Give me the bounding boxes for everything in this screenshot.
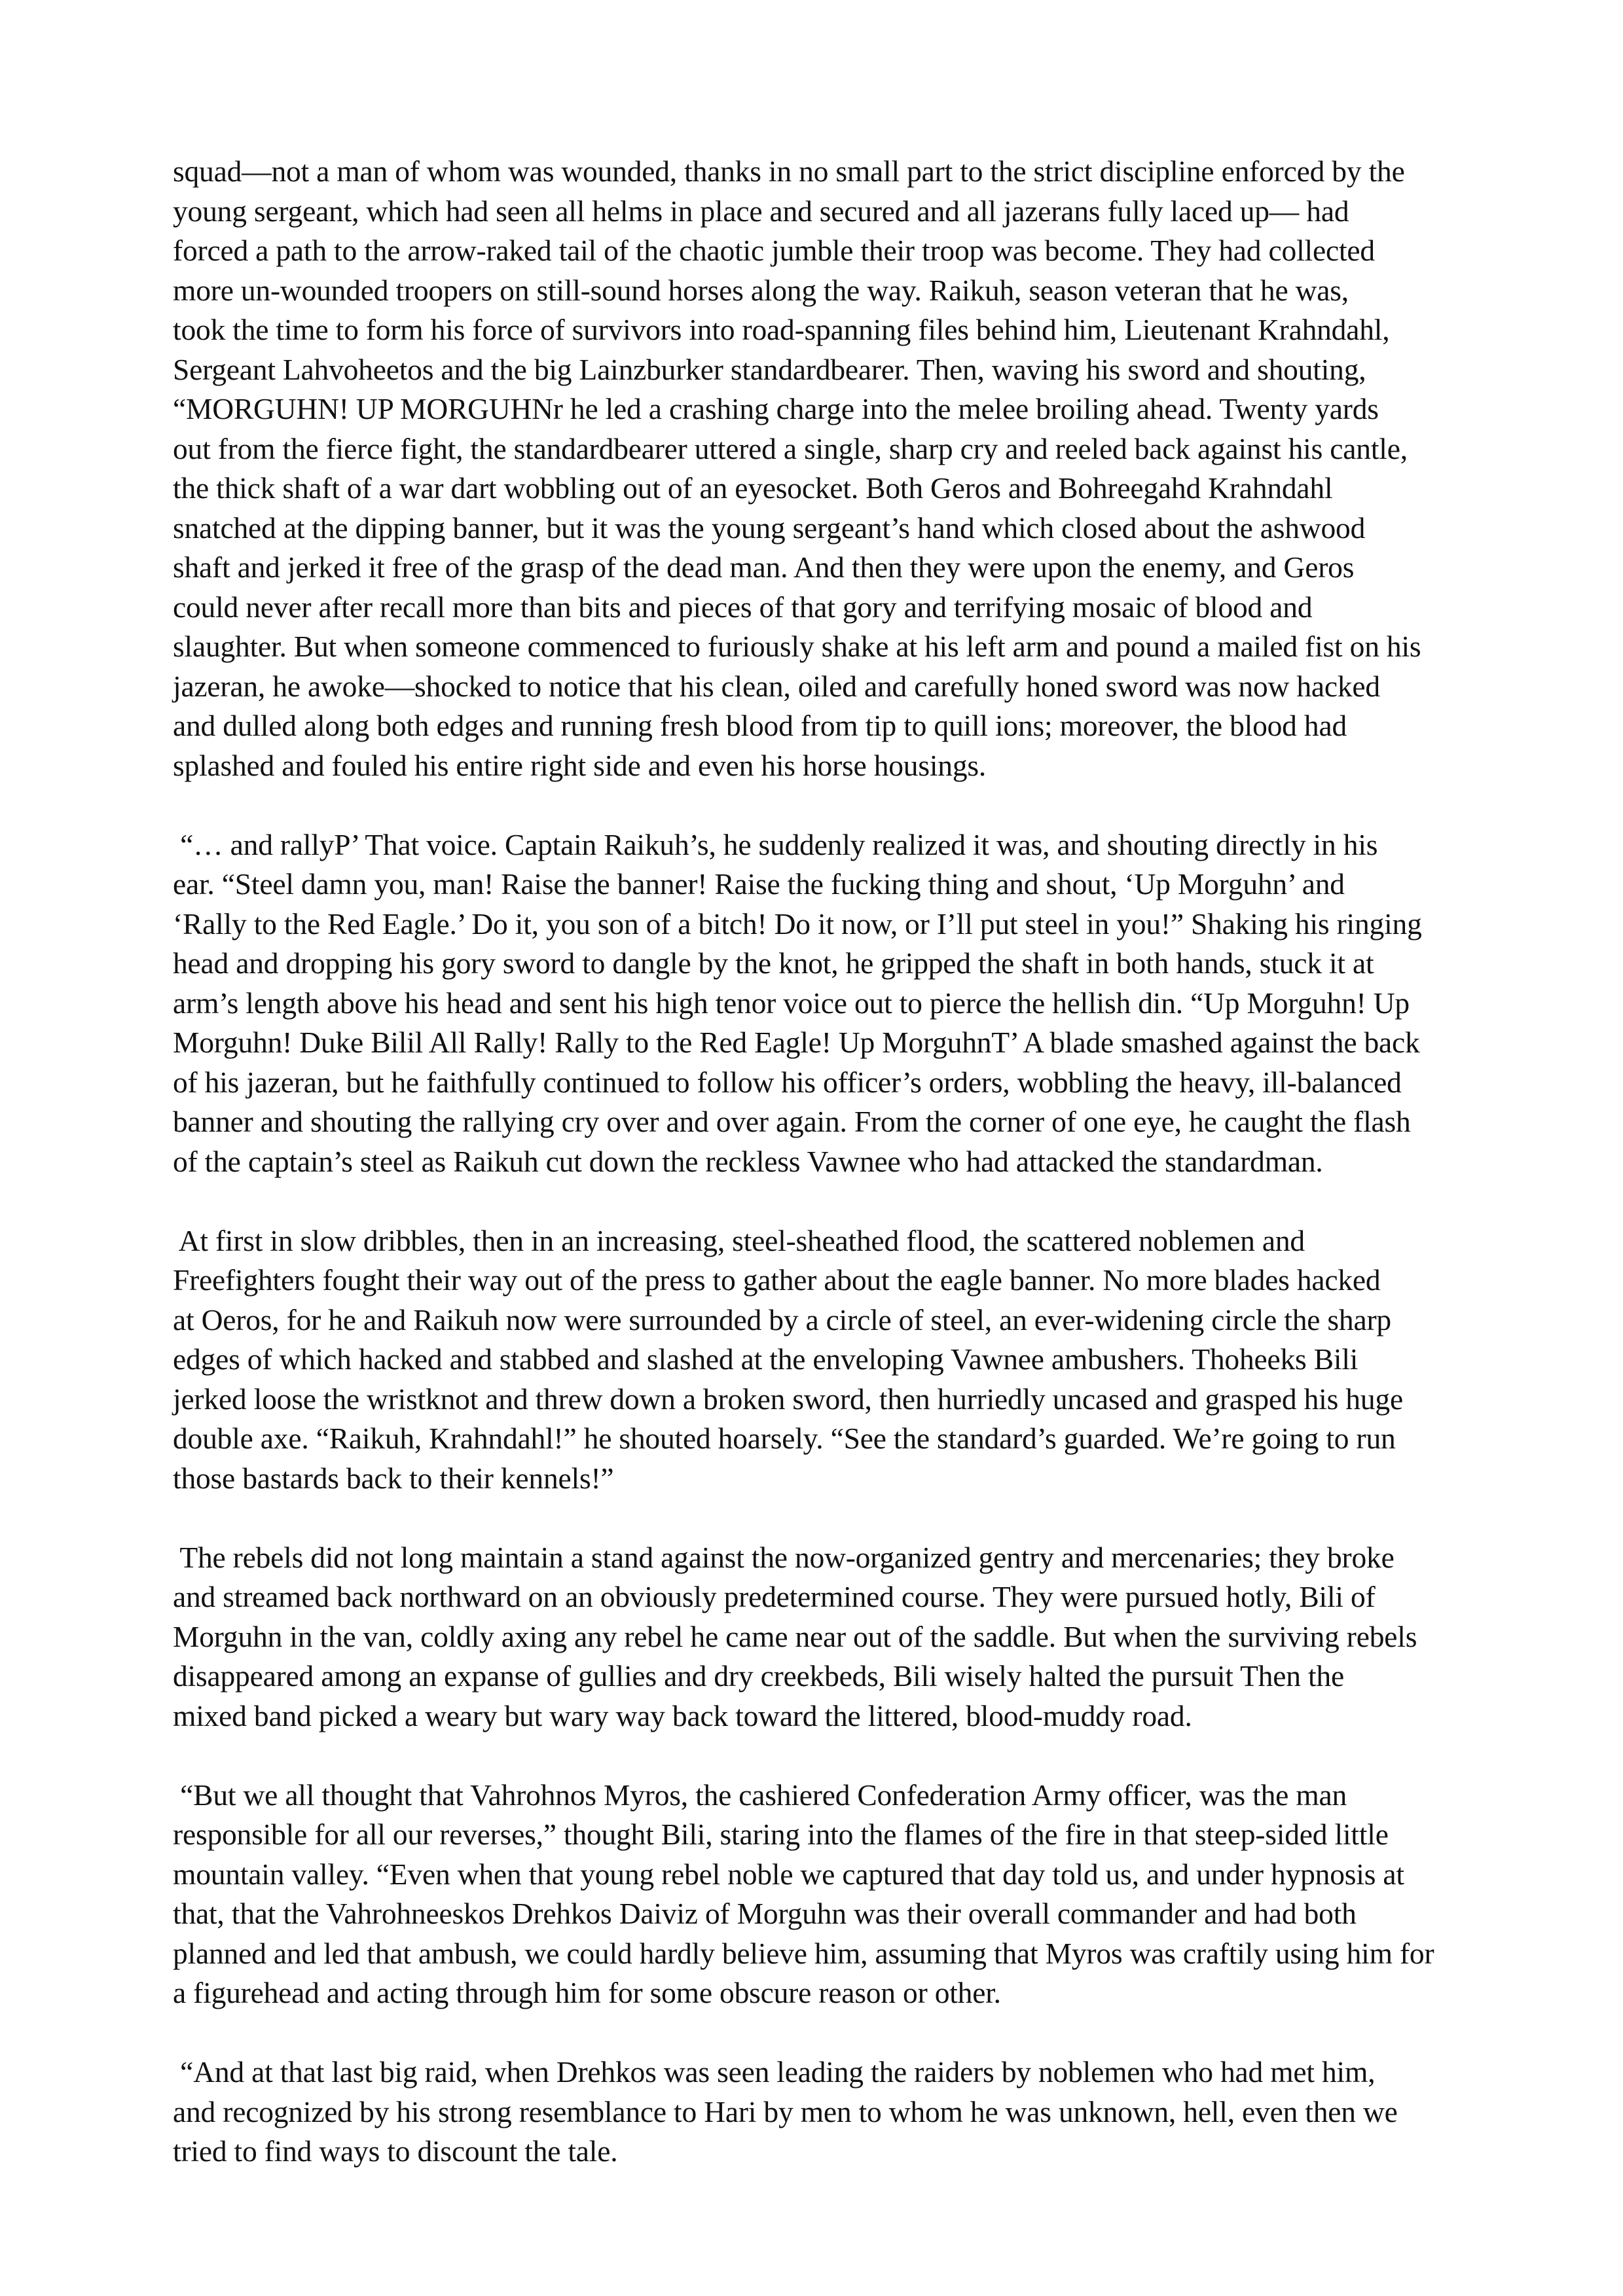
text-line: those bastards back to their kennels!”	[173, 1461, 614, 1495]
paragraph-5	[173, 1776, 1457, 2013]
text-line: tried to find ways to discount the tale.	[173, 2134, 618, 2168]
text-line: Sergeant Lahvoheetos and the big Lainzburker standardbearer. Then, waving his sword and shouting,	[173, 352, 1366, 386]
text-line: a figurehead and acting through him for some obscure reason or other.	[173, 1976, 1001, 2009]
text-line: head and dropping his gory sword to dangle by the knot, he gripped the shaft in both hands, stuck it at	[173, 946, 1374, 980]
text-line: splashed and fouled his entire right side and even his horse housings.	[173, 748, 987, 782]
text-line: out from the fierce fight, the standardbearer uttered a single, sharp cry and reeled back against his cantle,	[173, 431, 1408, 465]
text-line: disappeared among an expanse of gullies and dry creekbeds, Bili wisely halted the pursuit Then the	[173, 1659, 1344, 1693]
text-line: the thick shaft of a war dart wobbling out of an eyesocket. Both Geros and Bohreegahd Krahndahl	[173, 471, 1333, 505]
paragraph-4	[173, 1538, 1457, 1736]
text-line: mixed band picked a weary but wary way back toward the littered, blood-muddy road.	[173, 1698, 1192, 1732]
text-line: banner and shouting the rallying cry over and over again. From the corner of one eye, he caught the flash	[173, 1105, 1411, 1138]
paragraph-2	[173, 825, 1457, 1182]
text-line: snatched at the dipping banner, but it was the young sergeant’s hand which closed about the ashwood	[173, 511, 1366, 545]
text-line: At first in slow dribbles, then in an increasing, steel-sheathed flood, the scattered noblemen and	[173, 1223, 1305, 1257]
text-line: at Oeros, for he and Raikuh now were surrounded by a circle of steel, an ever-widening circle the sharp	[173, 1302, 1391, 1336]
text-line: Morguhn in the van, coldly axing any rebel he came near out of the saddle. But when the surviving rebels	[173, 1619, 1417, 1653]
text-line: of the captain’s steel as Raikuh cut down the reckless Vawnee who had attacked the standardman.	[173, 1144, 1323, 1178]
text-line: “And at that last big raid, when Drehkos was seen leading the raiders by noblemen who had met him,	[173, 2055, 1376, 2089]
text-line: The rebels did not long maintain a stand against the now-organized gentry and mercenaries; they broke	[173, 1540, 1395, 1574]
text-line: could never after recall more than bits and pieces of that gory and terrifying mosaic of blood and	[173, 590, 1313, 624]
text-line: double axe. “Raikuh, Krahndahl!” he shouted hoarsely. “See the standard’s guarded. We’re going to run	[173, 1422, 1396, 1455]
text-line: squad—not a man of whom was wounded, thanks in no small part to the strict discipline enforced by the	[173, 154, 1405, 188]
text-line: “… and rallyP’ That voice. Captain Raikuh’s, he suddenly realized it was, and shouting directly in his	[173, 827, 1378, 861]
text-line: “But we all thought that Vahrohnos Myros, the cashiered Confederation Army officer, was the man	[173, 1778, 1347, 1812]
text-line: jerked loose the wristknot and threw down a broken sword, then hurriedly uncased and grasped his huge	[173, 1382, 1403, 1416]
text-line: and dulled along both edges and running fresh blood from tip to quill ions; moreover, the blood had	[173, 709, 1347, 742]
text-line: forced a path to the arrow-raked tail of the chaotic jumble their troop was become. They had collected	[173, 234, 1375, 267]
paragraph-1	[173, 152, 1457, 785]
text-line: ear. “Steel damn you, man! Raise the banner! Raise the fucking thing and shout, ‘Up Morguhn’ and	[173, 867, 1345, 901]
text-line: of his jazeran, but he faithfully continued to follow his officer’s orders, wobbling the heavy, ill-balanced	[173, 1065, 1402, 1099]
text-line: planned and led that ambush, we could hardly believe him, assuming that Myros was craftily using him for	[173, 1936, 1434, 1970]
text-line: and streamed back northward on an obviously predetermined course. They were pursued hotly, Bili of	[173, 1580, 1376, 1613]
text-line: arm’s length above his head and sent his high tenor voice out to pierce the hellish din. “Up Morguhn! Up	[173, 986, 1410, 1020]
text-line: slaughter. But when someone commenced to furiously shake at his left arm and pound a mailed fist on his	[173, 630, 1421, 663]
text-line: mountain valley. “Even when that young rebel noble we captured that day told us, and under hypnosis at	[173, 1857, 1404, 1891]
text-line: Morguhn! Duke Bilil All Rally! Rally to the Red Eagle! Up MorguhnT’ A blade smashed against the back	[173, 1026, 1420, 1059]
text-line: ‘Rally to the Red Eagle.’ Do it, you son of a bitch! Do it now, or I’ll put steel in you!” Shaking his ringing	[173, 906, 1422, 941]
page-body	[173, 152, 1457, 2172]
text-line: Freefighters fought their way out of the press to gather about the eagle banner. No more blades hacked	[173, 1263, 1381, 1297]
paragraph-6	[173, 2053, 1457, 2172]
text-line: edges of which hacked and stabbed and slashed at the enveloping Vawnee ambushers. Thoheeks Bili	[173, 1342, 1359, 1376]
text-line: “MORGUHN! UP MORGUHNr he led a crashing charge into the melee broiling ahead. Twenty yards	[173, 392, 1379, 425]
text-line: responsible for all our reverses,” thought Bili, staring into the flames of the fire in that steep-sided little	[173, 1818, 1389, 1851]
text-line: and recognized by his strong resemblance to Hari by men to whom he was unknown, hell, even then we	[173, 2094, 1398, 2128]
text-line: took the time to form his force of survivors into road-spanning files behind him, Lieutenant Krahndahl,	[173, 313, 1390, 346]
text-line: jazeran, he awoke—shocked to notice that his clean, oiled and carefully honed sword was now hacked	[173, 669, 1380, 703]
text-line: more un-wounded troopers on still-sound horses along the way. Raikuh, season veteran that he was,	[173, 273, 1349, 307]
paragraph-3	[173, 1221, 1457, 1499]
text-line: shaft and jerked it free of the grasp of the dead man. And then they were upon the enemy, and Geros	[173, 550, 1355, 584]
text-line: that, that the Vahrohneeskos Drehkos Daiviz of Morguhn was their overall commander and had both	[173, 1897, 1357, 1930]
text-line: young sergeant, which had seen all helms in place and secured and all jazerans fully laced up— had	[173, 194, 1349, 228]
